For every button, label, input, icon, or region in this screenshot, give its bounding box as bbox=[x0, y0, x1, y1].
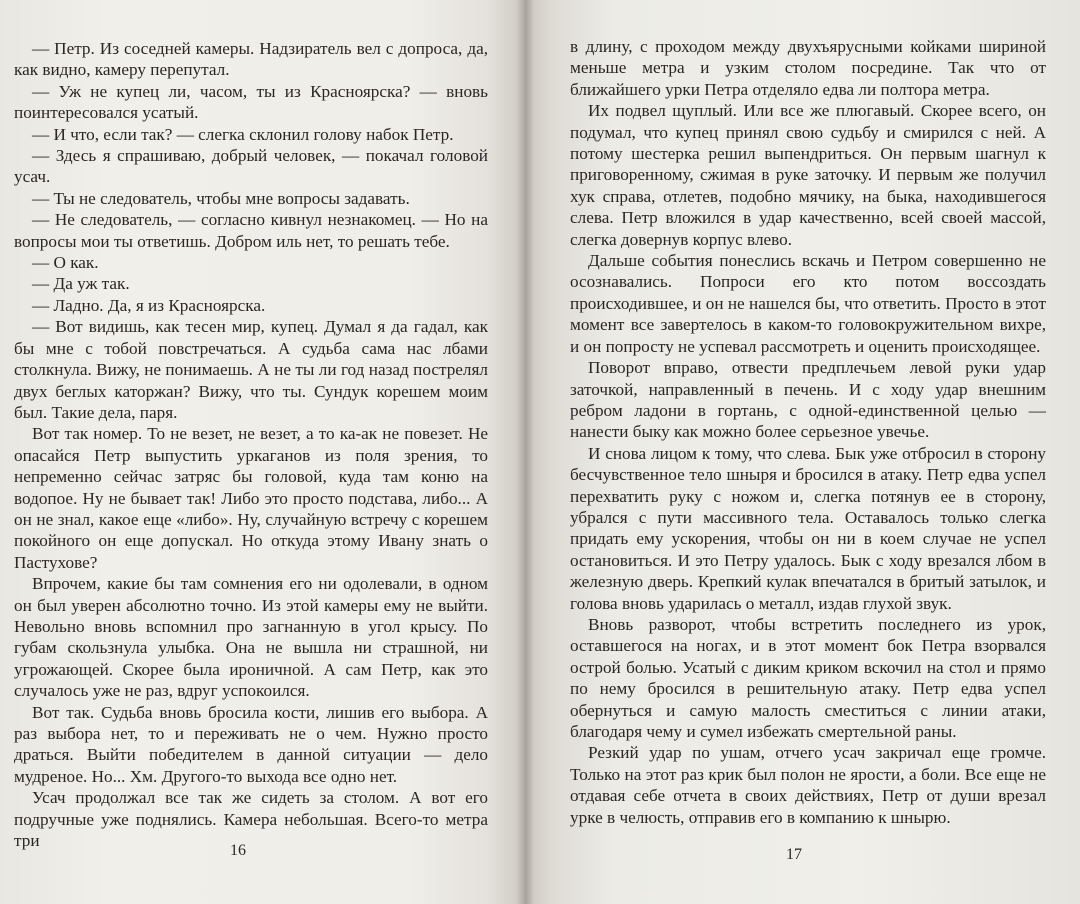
left-page-text bbox=[14, 38, 488, 851]
page-number: 17 bbox=[786, 846, 802, 863]
paragraph: — Ладно. Да, я из Красноярска. bbox=[32, 295, 266, 315]
paragraph: Впрочем, какие бы там сомнения его ни одолевали, в одном он был уверен абсолютно точно. Из этой камеры ему не выйти. Невольно вновь вспомнил про загнанную в угол крысу. По губам скользнула улыбка. Она не вышла ни страшной, ни угрожающей. Скорее была ироничной. А сам Петр, как это случалось уже не раз, вдруг успокоился. bbox=[14, 574, 488, 701]
paragraph: Дальше события понеслись вскачь и Петром совершенно не осознавались. Попроси его кто потом воссоздать происходившее, и он не нашелся бы, что ответить. Просто в этот момент все завертелось в каком-то головокружительном вихре, и он попросту не успевал рассмотреть и оценить происходящее. bbox=[570, 251, 1046, 356]
paragraph: — Петр. Из соседней камеры. Надзиратель вел с допроса, да, как видно, камеру перепутал. bbox=[14, 39, 488, 80]
right-page bbox=[524, 0, 1080, 904]
paragraph: Резкий удар по ушам, отчего усач закричал еще громче. Только на этот раз крик был полон не ярости, а боли. Все еще не отдавая себе отчета в своих действиях, Петр от души врезал урке в челюсть, отправив его в компанию к шнырю. bbox=[570, 743, 1046, 827]
paragraph: — Здесь я спрашиваю, добрый человек, — покачал головой усач. bbox=[14, 146, 488, 187]
paragraph: — Вот видишь, как тесен мир, купец. Думал я да гадал, как бы мне с тобой повстречаться. А судьба сама нас лбами столкнула. Вижу, не понимаешь. А не ты ли год назад пострелял двух беглых каторжан? Вижу, что ты. Сундук корешем моим был. Такие дела, паря. bbox=[14, 317, 488, 422]
paragraph: — Да уж так. bbox=[32, 274, 130, 294]
right-page-text bbox=[570, 36, 1046, 828]
paragraph: Вот так номер. То не везет, не везет, а то ка-ак не повезет. Не опасайся Петр выпустить уркаганов из поля зрения, то непременно сейчас затряс бы головой, куда там коню на водопое. Ну не бывает так! Либо это просто подстава, либо... А он не знал, какое еще «либо». Ну, случайную встречу с корешем покойного он еще допускал. Но откуда этому Ивану знать о Пастухове? bbox=[14, 424, 488, 572]
paragraph: — Не следователь, — согласно кивнул незнакомец. — Но на вопросы мои ты ответишь. Добром иль нет, то решать тебе. bbox=[14, 210, 488, 251]
paragraph: — Ты не следователь, чтобы мне вопросы задавать. bbox=[32, 188, 410, 208]
paragraph: — И что, если так? — слегка склонил голову набок Петр. bbox=[32, 124, 454, 144]
paragraph: И снова лицом к тому, что слева. Бык уже отбросил в сторону бесчувственное тело шныря и бросился в атаку. Петр едва успел перехватить руку с ножом и, слегка потянув ее в сторону, убрался с пути массивного тела. Оставалось только слегка придать ему ускорения, чтобы он ни в коем случае не успел остановиться. И это Петру удалось. Бык с ходу врезался лбом в железную дверь. Крепкий кулак впечатался в бритый затылок, и голова вновь ударилась о металл, издав глухой звук. bbox=[570, 443, 1046, 613]
paragraph: Вновь разворот, чтобы встретить последнего из урок, оставшегося на ногах, и в этот момент бок Петра взорвался острой болью. Усатый с диким криком вскочил на стол и прямо по нему бросился в решительную атаку. Петр едва успел обернуться и самую малость сместиться с линии атаки, благодаря чему и сумел избежать смертельной раны. bbox=[570, 614, 1046, 741]
left-page bbox=[0, 0, 524, 904]
paragraph: Усач продолжал все так же сидеть за столом. А вот его подручные уже поднялись. Камера небольшая. Всего-то метра три bbox=[14, 788, 488, 851]
paragraph: Вот так. Судьба вновь бросила кости, лишив его выбора. А раз выбора нет, то и переживать не о чем. Нужно просто драться. Выйти победителем в данной ситуации — дело мудреное. Но... Хм. Другого-то выхода все одно нет. bbox=[14, 702, 488, 786]
page-number: 16 bbox=[230, 842, 246, 859]
paragraph: Поворот вправо, отвести предплечьем левой руки удар заточкой, направленный в печень. И с ходу удар внешним ребром ладони в гортань, с одной-единственной целью — нанести быку как можно более серьезное увечье. bbox=[570, 358, 1046, 442]
paragraph: — О как. bbox=[32, 253, 99, 273]
continued-paragraph: в длину, с проходом между двухъярусными койками шириной меньше метра и узким столом посредине. Так что от ближайшего урки Петра отделяло едва ли полтора метра. bbox=[570, 37, 1046, 99]
book-spine-shadow bbox=[516, 0, 534, 904]
paragraph: — Уж не купец ли, часом, ты из Красноярска? — вновь поинтересовался усатый. bbox=[14, 81, 488, 123]
paragraph: Их подвел щуплый. Или все же плюгавый. Скорее всего, он подумал, что купец принял свою судьбу и смирился с ней. А потому шестерка решил выпендриться. Он первым шагнул к приговоренному, сжимая в руке заточку. И первым же получил хук справа, отлетев, подобно мячику, на быка, находившегося слева. Петр вложился в удар качественно, всей своей массой, слегка довернув корпус влево. bbox=[570, 101, 1046, 249]
